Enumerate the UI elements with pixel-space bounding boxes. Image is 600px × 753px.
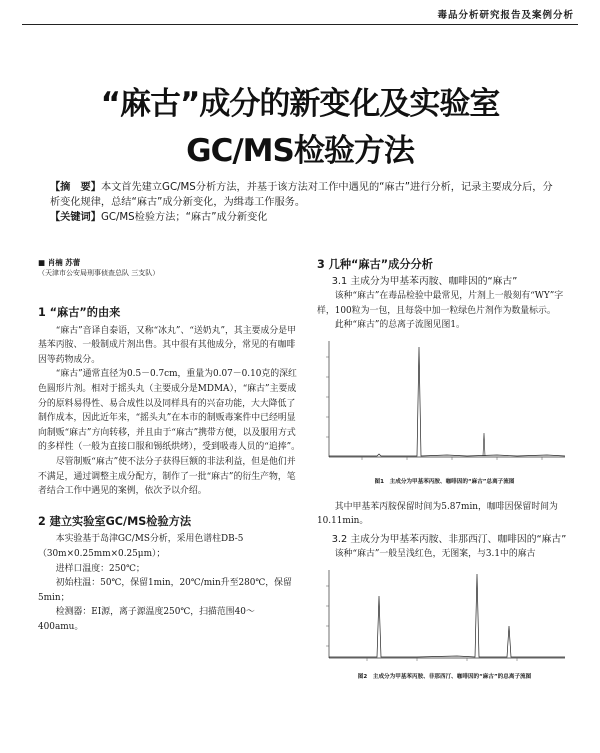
- right-column: [317, 258, 572, 685]
- article-title-line2: GC/MS检验方法: [186, 133, 414, 169]
- subsection-3-2-heading: 3.2 主成分为甲基苯丙胺、非那西汀、咖啡因的“麻古”: [331, 533, 567, 545]
- author-name: ■ 肖楠 苏蕾: [38, 258, 81, 267]
- figure2-caption: 图2 主成分为甲基苯丙胺、非那西汀、咖啡因的“麻古”的总离子流图: [357, 673, 532, 680]
- section3-heading: 3 几种“麻古”成分分析: [317, 258, 433, 271]
- section1-para2: “麻古”通常直径为0.5－0.7cm，重量为0.07－0.10克的深红色圆形片剂。相对于摇头丸（主要成分是MDMA），“麻古”主要成分的原料易得性、易合成性以及同样具有的兴奋功能，大大降低了制作成本，因此近年来，“摇头丸”在本市的制贩毒案件中已经明显向制贩“麻古”方向转移，并且由于“麻古”携带方便，以及服用方式的多样性（一般为直接口服和锡纸烘烤），受到吸毒人员的“追捧”。: [38, 369, 301, 453]
- section1-heading: 1 “麻古”的由来: [38, 306, 121, 319]
- figure2: [317, 566, 572, 685]
- abstract-block: [50, 180, 560, 225]
- section2-para1: 本实验基于岛津GC/MS分析，采用色谱柱DB-5（30m×0.25mm×0.25μm）；: [38, 534, 244, 559]
- figure1-chromatogram: [317, 337, 567, 475]
- section3-para2: 此种“麻古”的总离子流图见图1。: [334, 320, 465, 331]
- section1-para1: “麻古”音译自泰语，又称“冰丸”、“送奶丸”，其主要成分是甲基苯丙胺、一般制成片剂出售。其中很有其他成分，常见的有咖啡因等药物成分。: [38, 325, 297, 365]
- article-title-line1: “麻古”成分的新变化及实验室: [100, 86, 500, 122]
- keywords-label: 【关键词】: [50, 212, 101, 223]
- section1-para3: 尽管制贩“麻古”使不法分子获得巨额的非法利益，但是他们并不满足，通过调整主成分配方，制作了一批“麻古”的衍生产物，笔者结合工作中遇见的案例，依次予以介绍。: [38, 456, 296, 497]
- abstract-label: 【摘 要】: [50, 182, 101, 193]
- header-rule: [22, 24, 578, 25]
- keywords-text: GC/MS检验方法；“麻古”成分新变化: [100, 212, 268, 223]
- section2-para4: 检测器：EI源，离子源温度250℃，扫描范围40～400amu。: [38, 607, 255, 632]
- left-column: [38, 258, 300, 634]
- keywords: [50, 210, 560, 225]
- abstract-text: 本文首先建立GC/MS分析方法，并基于该方法对工作中遇见的“麻古”进行分析，记录主要成分后，分析变化规律，总结“麻古”成分新变化，为缉毒工作服务。: [50, 182, 553, 208]
- section3-para1: 该种“麻古”在毒品检验中最常见，片剂上一般刻有“WY”字样，100粒为一包，且每袋中加一粒绿色片剂作为数量标示。: [317, 291, 564, 316]
- section3-para3: 其中甲基苯丙胺保留时间为5.87min，咖啡因保留时间为10.11min。: [317, 501, 558, 527]
- section2-heading: 2 建立实验室GC/MS检验方法: [38, 514, 192, 528]
- subsection-3-1-heading: 3.1 主成分为甲基苯丙胺、咖啡因的“麻古”: [331, 275, 518, 287]
- section3-para4: 该种“麻古”一般呈浅红色，无图案，与3.1中的麻古: [334, 549, 536, 560]
- figure2-chromatogram: [317, 566, 567, 670]
- running-head: 毒品分析研究报告及案例分析: [437, 10, 574, 21]
- figure1: [317, 337, 572, 490]
- section2-para2: 进样口温度：250℃；: [55, 563, 145, 574]
- section2-para3: 初始柱温：50℃，保留1min，20℃/min升至280℃，保留5min；: [38, 578, 292, 603]
- author-affiliation: （天津市公安局刑事侦查总队 三支队）: [38, 269, 160, 277]
- abstract: [50, 180, 560, 210]
- figure1-caption: 图1 主成分为甲基苯丙胺、咖啡因的“麻古”总离子流图: [374, 478, 515, 485]
